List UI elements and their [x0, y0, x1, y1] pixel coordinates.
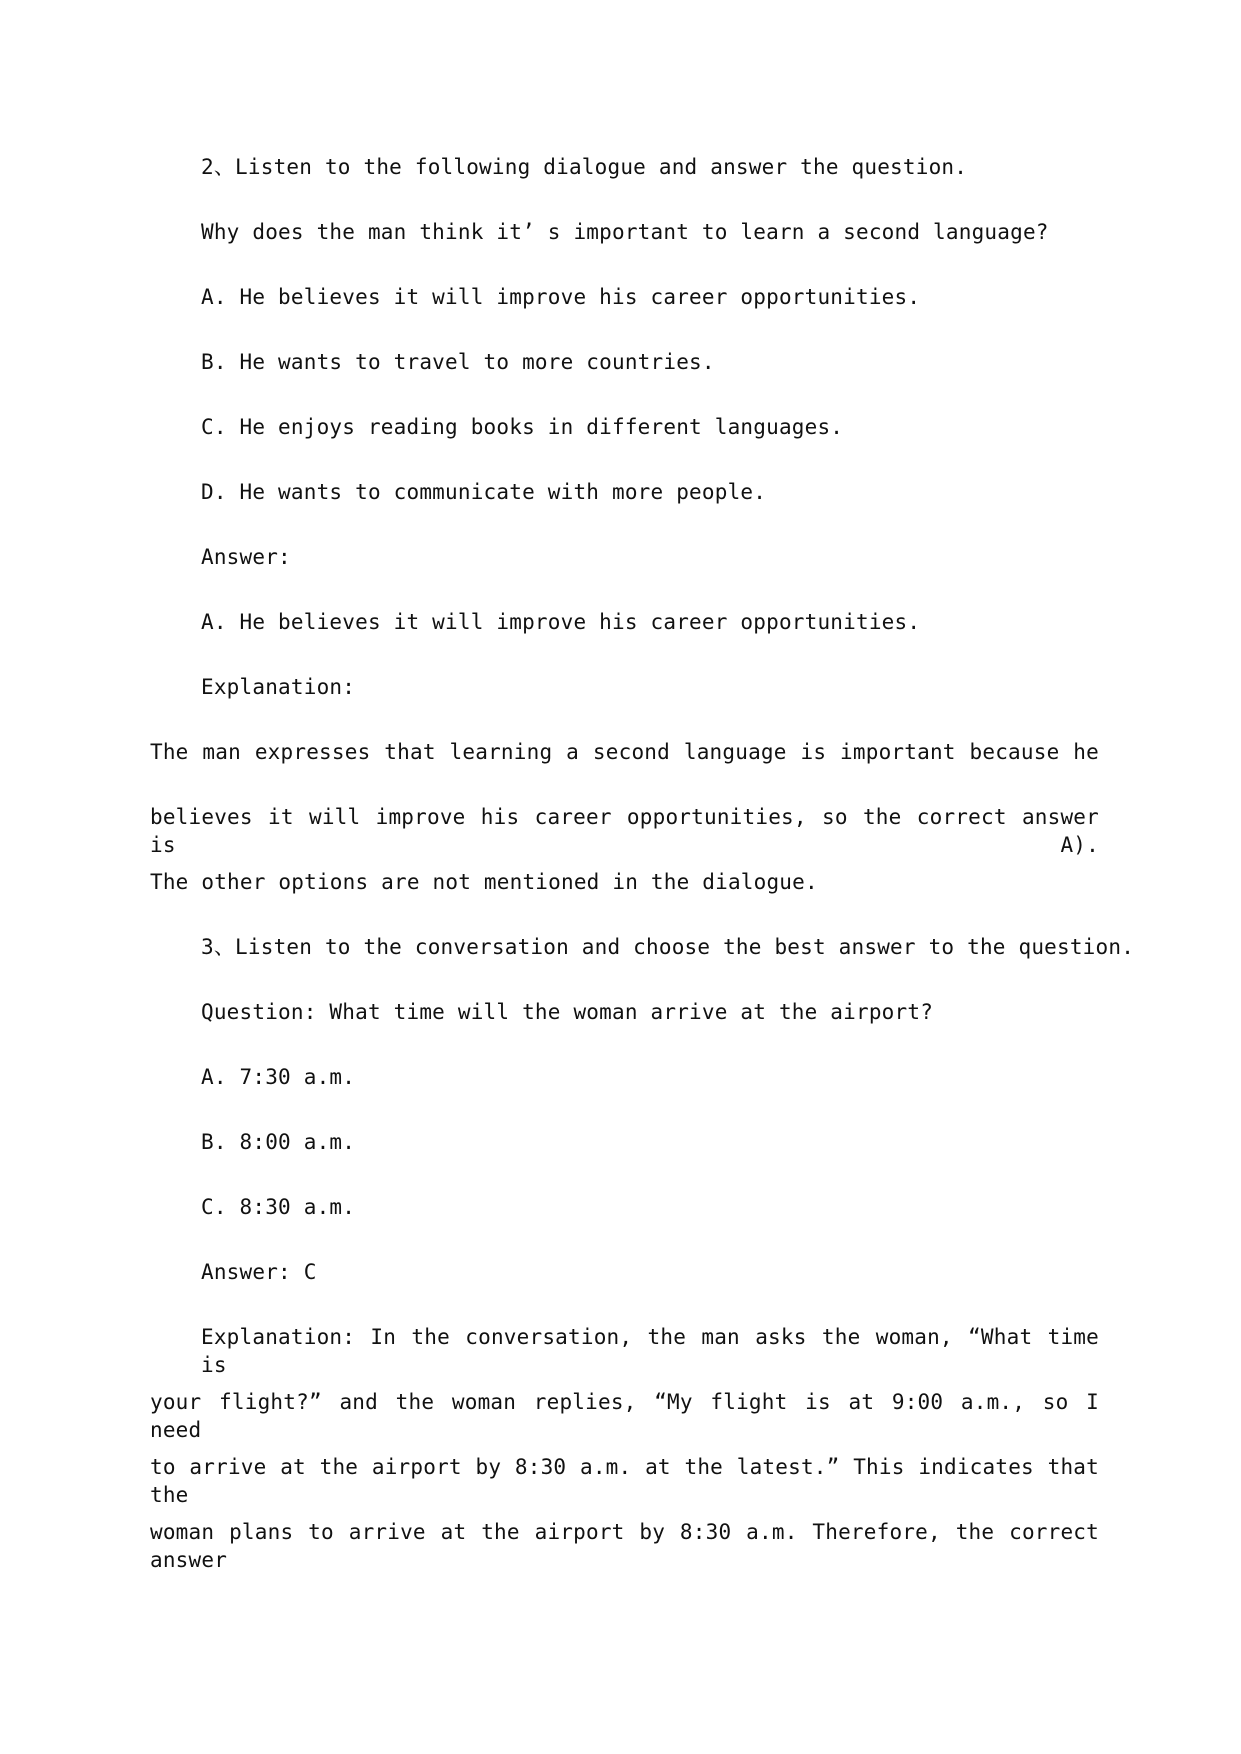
- q3-option-c: C. 8:30 a.m.: [201, 1195, 356, 1219]
- q2-option-c: C. He enjoys reading books in different languages.: [201, 415, 844, 439]
- q3-option-b: B. 8:00 a.m.: [201, 1130, 356, 1154]
- q2-explanation-label: Explanation:: [201, 675, 356, 699]
- q3-option-a: A. 7:30 a.m.: [201, 1065, 356, 1089]
- q3-explanation-line: Explanation: In the conversation, the man asks the woman, “What time is: [201, 1325, 1099, 1377]
- q3-question: Question: What time will the woman arrive at the airport?: [201, 1000, 934, 1024]
- q2-explanation-line: believes it will improve his career opportunities, so the correct answer is A).: [150, 805, 1099, 857]
- q3-prompt: 3、Listen to the conversation and choose the best answer to the question.: [201, 935, 1135, 959]
- q2-option-d: D. He wants to communicate with more people.: [201, 480, 767, 504]
- q2-option-a: A. He believes it will improve his career opportunities.: [201, 285, 921, 309]
- q2-answer-text: A. He believes it will improve his career opportunities.: [201, 610, 921, 634]
- q2-option-b: B. He wants to travel to more countries.: [201, 350, 715, 374]
- q3-explanation-line: your flight?” and the woman replies, “My flight is at 9:00 a.m., so I need: [150, 1390, 1099, 1442]
- q3-explanation-line: to arrive at the airport by 8:30 a.m. at the latest.” This indicates that the: [150, 1455, 1099, 1507]
- q2-explanation-line: The man expresses that learning a second language is important because he: [150, 740, 1099, 764]
- q3-explanation-line: woman plans to arrive at the airport by 8:30 a.m. Therefore, the correct answer: [150, 1520, 1099, 1572]
- q2-answer-label: Answer:: [201, 545, 291, 569]
- q3-answer: Answer: C: [201, 1260, 317, 1284]
- q2-prompt: 2、Listen to the following dialogue and answer the question.: [201, 155, 968, 179]
- q2-question: Why does the man think it’ s important to learn a second language?: [201, 220, 1049, 244]
- q2-explanation-line: The other options are not mentioned in the dialogue.: [150, 870, 818, 894]
